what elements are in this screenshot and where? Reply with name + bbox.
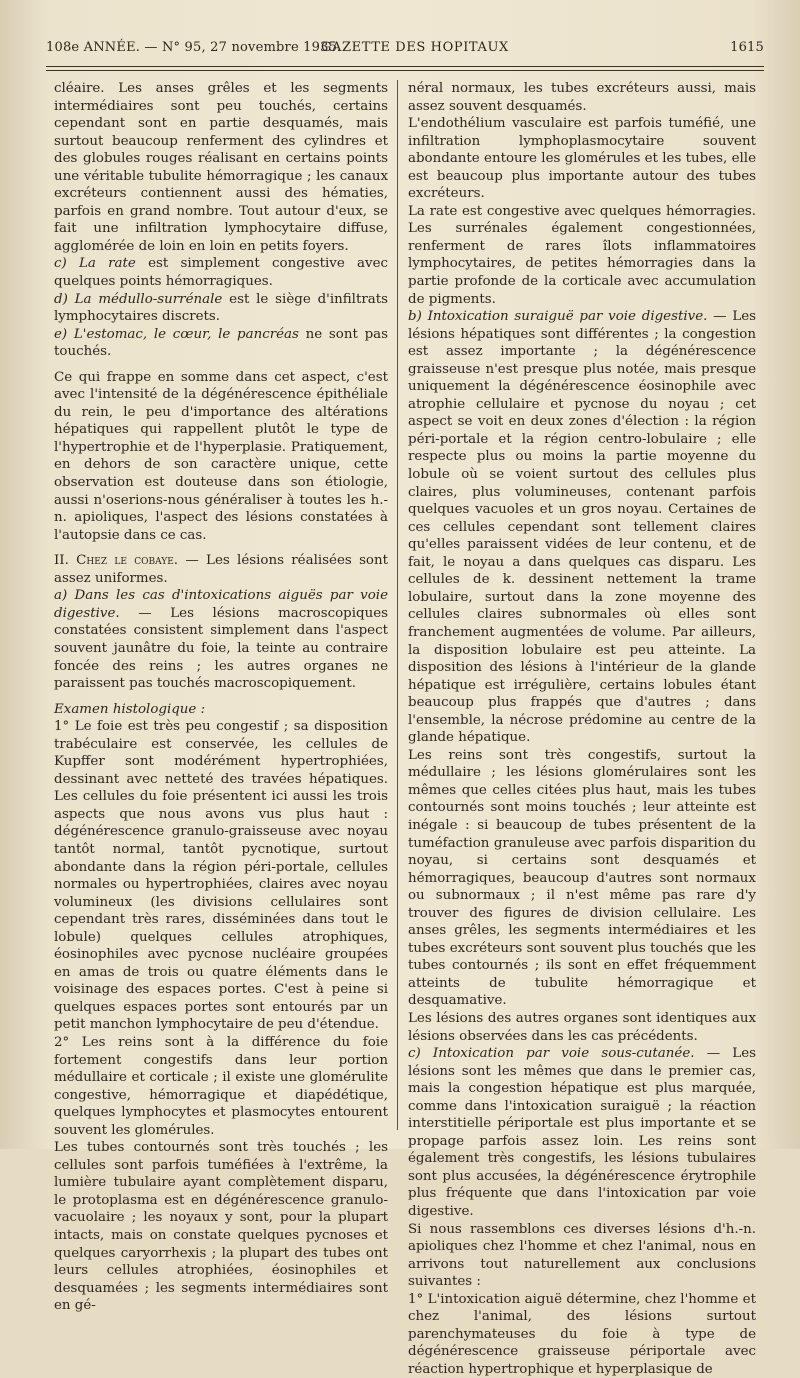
column-divider bbox=[397, 80, 398, 1130]
paragraph-text: 2° Les reins sont à la différence du foie fortement congestifs dans leur portion médullaire et corticale ; il existe une glomérulite congestive, hémorragique et diapédétique, quelques lymphocytes et plasmocytes entourent souvent les glomérules. bbox=[54, 1034, 388, 1138]
paragraph bbox=[54, 587, 388, 692]
paragraph-text: cléaire. Les anses grêles et les segments intermédiaires sont peu touchés, certains cependant sont en partie desquamés, mais surtout beaucoup renferment des cylindres et des globules rouges réalisant en certains points une véritable tubulite hémorragique ; les canaux excréteurs contiennent aussi des hématies, parfois en grand nombre. Tout autour d'eux, se fait une infiltration lymphocytaire diffuse, agglomérée de loin en loin en petits foyers. bbox=[54, 81, 388, 254]
paragraph-lead: e) L'estomac, le cœur, le pancréas bbox=[54, 326, 299, 342]
paragraph bbox=[54, 1139, 388, 1314]
paragraph-text: L'endothélium vasculaire est parfois tuméfié, une infiltration lymphoplasmocytaire souvent abondante entoure les glomérules et les tubes, elle est beaucoup plus importante autour des tubes excréteurs. bbox=[408, 116, 756, 202]
paragraph bbox=[408, 1291, 756, 1378]
paragraph-text: est simplement congestive avec quelques points hémorragiques. bbox=[54, 256, 388, 290]
paragraph-lead: d) La médullo-surrénale bbox=[54, 291, 223, 307]
paragraph bbox=[408, 203, 756, 308]
paragraph bbox=[408, 747, 756, 1010]
paragraph bbox=[408, 115, 756, 203]
paragraph bbox=[54, 552, 388, 587]
paragraph-text: — Les lésions hépatiques sont différentes ; la congestion est assez importante ; la dégénérescence graisseuse n'est presque plus notée, mais presque uniquement la dégénérescence éosinophile avec atrophie cellulaire et pycnose du noyau ; cet aspect se voit en deux zones d'élection : la région péri-portale et la région centro-lobulaire ; elle respecte plus ou moins la partie moyenne du lobule où se voient surtout des cellules plus claires, plus volumineuses, contenant parfois quelques vacuoles et un gros noyau. Certaines de ces cellules cependant sont tellement claires qu'elles paraissent vidées de leur contenu, et de fait, le noyau a dans quelques cas disparu. Les cellules de k. dessinent nettement la trame lobulaire, surtout dans la zone moyenne des cellules claires subnormales où elles sont franchement augmentées de volume. Par ailleurs, la disposition lobulaire est peu atteinte. La disposition des lésions à l'intérieur de la glande hépatique est irrégulière, certains lobules étant beaucoup plus frappés que d'autres ; dans l'ensemble, la nécrose prédomine au centre de la glande hépatique. bbox=[408, 309, 757, 746]
paragraph bbox=[54, 718, 388, 1034]
paragraph bbox=[408, 1010, 756, 1045]
paragraph-lead: c) Intoxication par voie sous-cutanée. bbox=[408, 1046, 695, 1062]
paragraph-text: néral normaux, les tubes excréteurs aussi, mais assez souvent desquamés. bbox=[408, 81, 756, 114]
page-number: 1615 bbox=[730, 40, 764, 55]
paragraph bbox=[408, 80, 756, 115]
section-heading: II. Chez le cobaye. bbox=[54, 553, 179, 569]
journal-title: GAZETTE DES HOPITAUX bbox=[321, 40, 509, 55]
paragraph-text: — Les lésions macroscopiques constatées consistent simplement dans l'aspect souvent jaunâtre du foie, la teinte au contraire foncée des reins ; les autres organes ne paraissent pas touchés macroscopiquement. bbox=[54, 605, 388, 692]
right-column bbox=[408, 80, 757, 1377]
header-rule-top bbox=[46, 66, 764, 67]
paragraph-text: — Les lésions réalisées sont assez uniformes. bbox=[54, 553, 389, 586]
paragraph-text: Les lésions des autres organes sont identiques aux lésions observées dans les cas précédents. bbox=[408, 1010, 756, 1044]
paragraph-lead: Examen histologique : bbox=[54, 701, 206, 717]
paragraph-lead: b) Intoxication suraiguë par voie digestive. bbox=[408, 309, 708, 325]
running-header bbox=[46, 40, 764, 62]
paragraph bbox=[54, 80, 388, 255]
paragraph-lead: a) Dans les cas d'intoxications aiguës par voie digestive. bbox=[54, 588, 388, 621]
header-rule-bottom bbox=[46, 70, 764, 71]
issue-info: 108e ANNÉE. — N° 95, 27 novembre 1935. bbox=[46, 40, 342, 55]
paragraph bbox=[54, 369, 388, 544]
paragraph-text: 1° Le foie est très peu congestif ; sa disposition trabéculaire est conservée, les cellules de Kupffer sont modérément hypertrophiées, dessinant avec netteté des travées hépatiques. Les cellules du foie présentent ici aussi les trois aspects que nous avons vus plus haut : dégénérescence granulo-graisseuse avec noyau tantôt normal, tantôt pycnotique, surtout abondante dans la région péri-portale, cellules normales ou hypertrophiées, claires avec noyau volumineux (les divisions cellulaires sont cependant très rares, disséminées dans tout le lobule) quelques cellules atrophiques, éosinophiles avec pycnose nucléaire groupées en amas de trois ou quatre éléments dans le voisinage des espaces portes. C'est à peine si quelques espaces portes sont entourés par un petit manchon lymphocytaire de peu d'étendue. bbox=[54, 719, 388, 1033]
paragraph bbox=[408, 1221, 756, 1291]
paragraph-text: La rate est congestive avec quelques hémorragies. Les surrénales également congestionnées, renferment de rares îlots inflammatoires lymphocytaires, de petites hémorragies dans la partie profonde de la corticale avec accumulation de pigments. bbox=[408, 203, 756, 307]
paragraph-text: Les reins sont très congestifs, surtout la médullaire ; les lésions glomérulaires sont les mêmes que celles citées plus haut, mais les tubes contournés sont moins touchés ; leur atteinte est inégale : si beaucoup de tubes présentent de la tuméfaction granuleuse avec parfois disparition du noyau, si certains sont desquamés et hémorragiques, beaucoup d'autres sont normaux ou subnormaux ; il n'est même pas rare d'y trouver des figures de division cellulaire. Les anses grêles, les segments intermédiaires et les tubes excréteurs sont souvent plus touchés que les tubes contournés ; ils sont en effet fréquemment atteints de tubulite hémorragique et desquamative. bbox=[408, 747, 756, 1009]
paragraph-text: 1° L'intoxication aiguë détermine, chez l'homme et chez l'animal, des lésions surtout parenchymateuses du foie à type de dégénérescence graisseuse périportale avec réaction hypertrophique et hyperplasique de bbox=[408, 1291, 756, 1377]
paragraph bbox=[54, 255, 388, 290]
paragraph bbox=[54, 701, 388, 719]
paragraph bbox=[408, 1045, 756, 1220]
paragraph-text: Les tubes contournés sont très touchés ; les cellules sont parfois tuméfiées à l'extrême, la lumière tubulaire ayant complètement disparu, le protoplasma est en dégénérescence granulo-vacuolaire ; les noyaux y sont, pour la plupart intacts, mais on constate quelques pycnoses et quelques caryorrhexis ; la plupart des tubes ont leurs cellules atrophiées, éosinophiles et desquamées ; les segments intermédiaires sont en gé- bbox=[54, 1140, 388, 1314]
paragraph bbox=[54, 1034, 388, 1139]
paragraph-text: est le siège d'infiltrats lymphocytaires discrets. bbox=[54, 291, 388, 325]
paragraph bbox=[408, 308, 756, 747]
paragraph bbox=[54, 291, 388, 326]
paragraph-text: — Les lésions sont les mêmes que dans le premier cas, mais la congestion hépatique est plus marquée, comme dans l'intoxication suraiguë ; la réaction interstitielle périportale est plus importante et se propage parfois assez loin. Les reins sont également très congestifs, les lésions tubulaires sont plus accusées, la dégénérescence érytrophile plus fréquente que dans l'intoxication par voie digestive. bbox=[408, 1046, 756, 1219]
paragraph-text: Ce qui frappe en somme dans cet aspect, c'est avec l'intensité de la dégénérescence épithéliale du rein, le peu d'importance des altérations hépatiques qui rappellent plutôt le type de l'hypertrophie et de l'hyperplasie. Pratiquement, en dehors de son caractère unique, cette observation est douteuse dans son étiologie, aussi n'oserions-nous généraliser à toutes les h.-n. apioliques, l'aspect des lésions constatées à l'autopsie dans ce cas. bbox=[54, 369, 388, 543]
paragraph-text: ne sont pas touchés. bbox=[54, 326, 388, 360]
paragraph-text: Si nous rassemblons ces diverses lésions d'h.-n. apioliques chez l'homme et chez l'animal, nous en arrivons tout naturellement aux conclusions suivantes : bbox=[408, 1221, 756, 1290]
left-column bbox=[54, 80, 389, 1314]
paragraph-lead: c) La rate bbox=[54, 256, 136, 272]
paragraph bbox=[54, 326, 388, 361]
